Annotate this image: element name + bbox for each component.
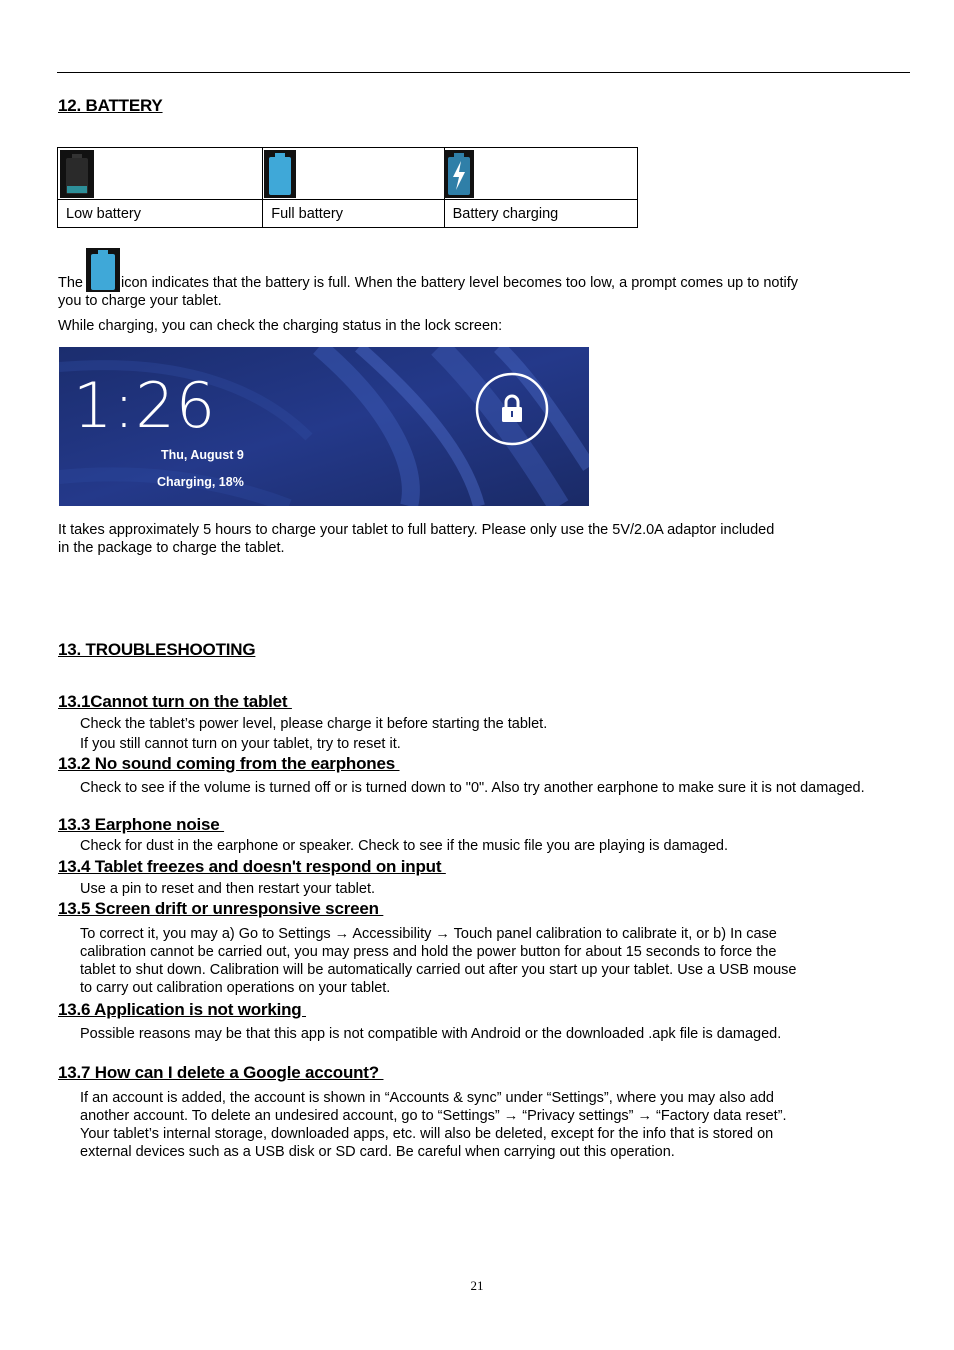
battery-full-label: Full battery xyxy=(263,200,444,228)
battery-paragraph-rest: icon indicates that the battery is full. When the battery level becomes too low, a prompt comes up to notify xyxy=(121,275,799,291)
item-13-4-title: 13.4 Tablet freezes and doesn't respond on input xyxy=(58,857,446,876)
item-13-7-text xyxy=(80,1089,900,1161)
lockscreen-time: 1:26 xyxy=(73,369,217,442)
item-13-1-title: 13.1Cannot turn on the tablet xyxy=(58,692,292,711)
section-12-heading: 12. BATTERY xyxy=(58,96,163,115)
item-13-3-title: 13.3 Earphone noise xyxy=(58,815,225,834)
item-13-2-title: 13.2 No sound coming from the earphones xyxy=(58,754,400,773)
battery-paragraph xyxy=(58,248,918,310)
item-13-1-text xyxy=(80,715,900,753)
item-13-5-title: 13.5 Screen drift or unresponsive screen xyxy=(58,899,384,918)
lockscreen-image xyxy=(59,347,589,506)
item-13-5-text xyxy=(80,925,900,997)
lockscreen-date: Thu, August 9 xyxy=(161,448,244,462)
battery-low-icon xyxy=(60,150,94,198)
item-13-5-line3: tablet to shut down. Calibration will be automatically carried out after you start up your tablet. Use a USB mouse xyxy=(80,962,797,978)
header-rule xyxy=(57,72,910,73)
item-13-6-text: Possible reasons may be that this app is not compatible with Android or the downloaded .apk file is damaged. xyxy=(80,1026,782,1042)
item-13-7-title: 13.7 How can I delete a Google account? xyxy=(58,1063,384,1082)
page-number: 21 xyxy=(470,1278,484,1293)
item-13-5-line2: calibration cannot be carried out, you may press and hold the power button for about 15 seconds to force the xyxy=(80,944,777,960)
item-13-1-line2: If you still cannot turn on your tablet, try to reset it. xyxy=(80,736,401,752)
battery-charging-cell xyxy=(444,148,637,200)
battery-low-cell xyxy=(58,148,263,200)
lockscreen-charging-status: Charging, 18% xyxy=(157,475,244,489)
item-13-2-text: Check to see if the volume is turned off or is turned down to "0". Also try another earphone to make sure it is not damaged. xyxy=(80,780,865,796)
battery-full-cell xyxy=(263,148,444,200)
item-13-7-line4: external devices such as a USB disk or SD card. Be careful when carrying out this operation. xyxy=(80,1144,675,1160)
charging-time-paragraph xyxy=(58,521,938,557)
battery-charging-icon xyxy=(444,150,474,198)
charging-status-intro: While charging, you can check the charging status in the lock screen: xyxy=(58,318,503,334)
battery-full-inline-icon xyxy=(86,248,120,292)
charging-time-line2: in the package to charge the tablet. xyxy=(58,540,285,556)
battery-paragraph-start: The xyxy=(58,275,83,291)
item-13-5-line1: To correct it, you may a) Go to Settings → Accessibility → Touch panel calibration to calibrate it, or b) In case xyxy=(80,926,777,942)
battery-paragraph-line1 xyxy=(58,248,918,292)
battery-full-icon xyxy=(264,150,296,198)
battery-paragraph-line2: you to charge your tablet. xyxy=(58,293,222,309)
item-13-4-text: Use a pin to reset and then restart your tablet. xyxy=(80,881,375,897)
item-13-1-line1: Check the tablet’s power level, please charge it before starting the tablet. xyxy=(80,716,548,732)
item-13-7-line3: Your tablet’s internal storage, downloaded apps, etc. will also be deleted, except for the info that is stored on xyxy=(80,1126,774,1142)
item-13-7-line1: If an account is added, the account is shown in “Accounts & sync” under “Settings”, where you may also add xyxy=(80,1090,774,1106)
item-13-5-line4: to carry out calibration operations on your tablet. xyxy=(80,980,391,996)
battery-status-table xyxy=(57,147,638,228)
battery-charging-label: Battery charging xyxy=(444,200,637,228)
charging-time-line1: It takes approximately 5 hours to charge your tablet to full battery. Please only use the 5V/2.0A adaptor included xyxy=(58,522,775,538)
section-13-heading: 13. TROUBLESHOOTING xyxy=(58,640,256,659)
item-13-6-title: 13.6 Application is not working xyxy=(58,1000,307,1019)
item-13-7-line2: another account. To delete an undesired account, go to “Settings” → “Privacy settings” → “Factory data reset”. xyxy=(80,1108,787,1124)
battery-low-label: Low battery xyxy=(58,200,263,228)
item-13-3-text: Check for dust in the earphone or speaker. Check to see if the music file you are playing is damaged. xyxy=(80,838,729,854)
